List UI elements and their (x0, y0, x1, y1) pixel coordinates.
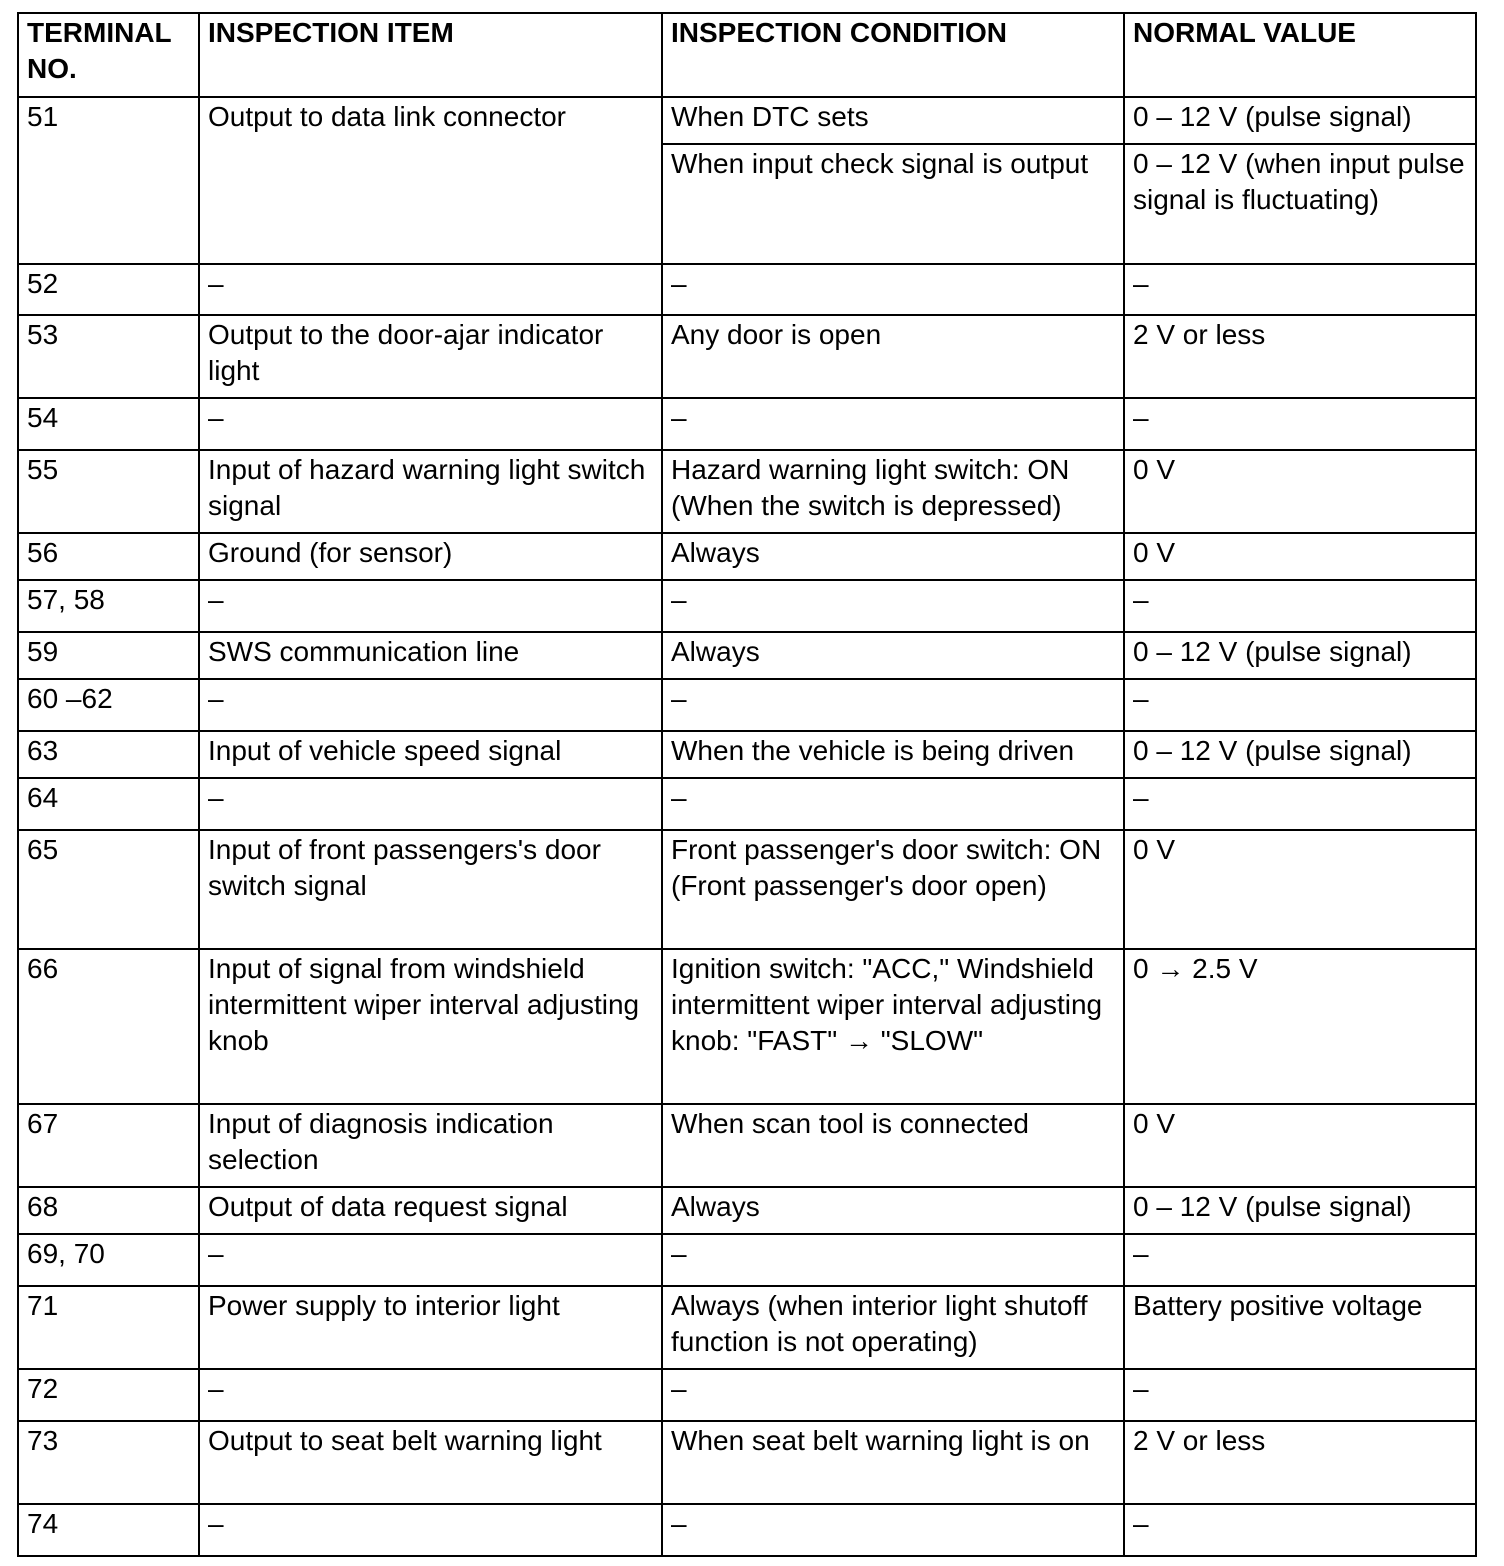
item-cell: – (199, 1504, 662, 1556)
table-row (18, 1104, 1476, 1187)
value-cell: 0 – 12 V (pulse signal) (1124, 731, 1476, 778)
condition-cell: – (662, 1369, 1124, 1421)
item-cell: Ground (for sensor) (199, 533, 662, 580)
value-cell: – (1124, 398, 1476, 450)
condition-cell: Always (662, 1187, 1124, 1234)
condition-cell: Always (662, 533, 1124, 580)
value-cell: 0 → 2.5 V (1124, 949, 1476, 1104)
item-cell: Input of hazard warning light switch signal (199, 450, 662, 533)
value-cell: – (1124, 1504, 1476, 1556)
value-cell: 0 – 12 V (pulse signal) (1124, 1187, 1476, 1234)
value-cell: 0 V (1124, 450, 1476, 533)
terminal-cell: 51 (18, 97, 199, 264)
table-row (18, 450, 1476, 533)
value-cell: 0 V (1124, 533, 1476, 580)
item-cell: – (199, 398, 662, 450)
table-row (18, 580, 1476, 632)
terminal-cell: 73 (18, 1421, 199, 1504)
terminal-cell: 56 (18, 533, 199, 580)
condition-cell: When DTC sets (662, 97, 1124, 144)
item-cell: Output of data request signal (199, 1187, 662, 1234)
condition-cell: When seat belt warning light is on (662, 1421, 1124, 1504)
condition-cell: When scan tool is connected (662, 1104, 1124, 1187)
item-cell: – (199, 1234, 662, 1286)
value-cell: – (1124, 1234, 1476, 1286)
table-row (18, 1421, 1476, 1504)
table-row (18, 315, 1476, 398)
condition-cell: – (662, 1504, 1124, 1556)
item-cell: Input of front passengers's door switch signal (199, 830, 662, 949)
condition-cell: – (662, 679, 1124, 731)
terminal-cell: 68 (18, 1187, 199, 1234)
header-inspection-condition: INSPECTION CONDITION (662, 13, 1124, 97)
value-cell: 2 V or less (1124, 1421, 1476, 1504)
condition-cell: – (662, 778, 1124, 830)
table-row (18, 1234, 1476, 1286)
value-cell: 0 – 12 V (when input pulse signal is fluctuating) (1124, 144, 1476, 264)
header-inspection-item: INSPECTION ITEM (199, 13, 662, 97)
item-cell: Output to seat belt warning light (199, 1421, 662, 1504)
terminal-cell: 59 (18, 632, 199, 679)
value-cell: – (1124, 778, 1476, 830)
terminal-cell: 63 (18, 731, 199, 778)
item-cell: Power supply to interior light (199, 1286, 662, 1369)
table-row (18, 679, 1476, 731)
item-cell: Input of signal from windshield intermittent wiper interval adjusting knob (199, 949, 662, 1104)
item-cell: Output to the door-ajar indicator light (199, 315, 662, 398)
item-cell: Output to data link connector (199, 97, 662, 264)
condition-cell: Always (when interior light shutoff function is not operating) (662, 1286, 1124, 1369)
terminal-inspection-table (17, 12, 1477, 1557)
terminal-cell: 67 (18, 1104, 199, 1187)
condition-cell: – (662, 398, 1124, 450)
table-row (18, 731, 1476, 778)
terminal-cell: 72 (18, 1369, 199, 1421)
table-row (18, 1187, 1476, 1234)
terminal-cell: 54 (18, 398, 199, 450)
item-cell: – (199, 679, 662, 731)
terminal-cell: 64 (18, 778, 199, 830)
terminal-cell: 55 (18, 450, 199, 533)
condition-cell: – (662, 1234, 1124, 1286)
table-row (18, 1369, 1476, 1421)
condition-cell: Ignition switch: "ACC," Windshield intermittent wiper interval adjusting knob: "FAST" → "SLOW" (662, 949, 1124, 1104)
condition-cell: Any door is open (662, 315, 1124, 398)
value-cell: 0 V (1124, 1104, 1476, 1187)
table-row (18, 1504, 1476, 1556)
value-cell: 2 V or less (1124, 315, 1476, 398)
condition-cell: When input check signal is output (662, 144, 1124, 264)
terminal-cell: 69, 70 (18, 1234, 199, 1286)
table-row (18, 264, 1476, 315)
table-row (18, 97, 1476, 144)
condition-cell: When the vehicle is being driven (662, 731, 1124, 778)
terminal-cell: 65 (18, 830, 199, 949)
item-cell: – (199, 778, 662, 830)
header-terminal: TERMINAL NO. (18, 13, 199, 97)
item-cell: Input of diagnosis indication selection (199, 1104, 662, 1187)
terminal-cell: 66 (18, 949, 199, 1104)
value-cell: – (1124, 679, 1476, 731)
terminal-cell: 74 (18, 1504, 199, 1556)
terminal-cell: 53 (18, 315, 199, 398)
table-row (18, 778, 1476, 830)
value-cell: 0 – 12 V (pulse signal) (1124, 97, 1476, 144)
value-cell: – (1124, 1369, 1476, 1421)
table-row (18, 830, 1476, 949)
item-cell: – (199, 580, 662, 632)
table-row (18, 533, 1476, 580)
header-normal-value: NORMAL VALUE (1124, 13, 1476, 97)
value-cell: – (1124, 264, 1476, 315)
value-cell: 0 V (1124, 830, 1476, 949)
condition-cell: Front passenger's door switch: ON (Front passenger's door open) (662, 830, 1124, 949)
condition-cell: Hazard warning light switch: ON (When the switch is depressed) (662, 450, 1124, 533)
terminal-cell: 52 (18, 264, 199, 315)
table-row (18, 1286, 1476, 1369)
item-cell: Input of vehicle speed signal (199, 731, 662, 778)
terminal-cell: 71 (18, 1286, 199, 1369)
value-cell: 0 – 12 V (pulse signal) (1124, 632, 1476, 679)
item-cell: – (199, 1369, 662, 1421)
condition-cell: Always (662, 632, 1124, 679)
condition-cell: – (662, 580, 1124, 632)
value-cell: Battery positive voltage (1124, 1286, 1476, 1369)
value-cell: – (1124, 580, 1476, 632)
item-cell: – (199, 264, 662, 315)
header-row (18, 13, 1476, 97)
item-cell: SWS communication line (199, 632, 662, 679)
condition-cell: – (662, 264, 1124, 315)
terminal-cell: 57, 58 (18, 580, 199, 632)
terminal-cell: 60 –62 (18, 679, 199, 731)
table-row (18, 398, 1476, 450)
table-row (18, 949, 1476, 1104)
table-row (18, 632, 1476, 679)
